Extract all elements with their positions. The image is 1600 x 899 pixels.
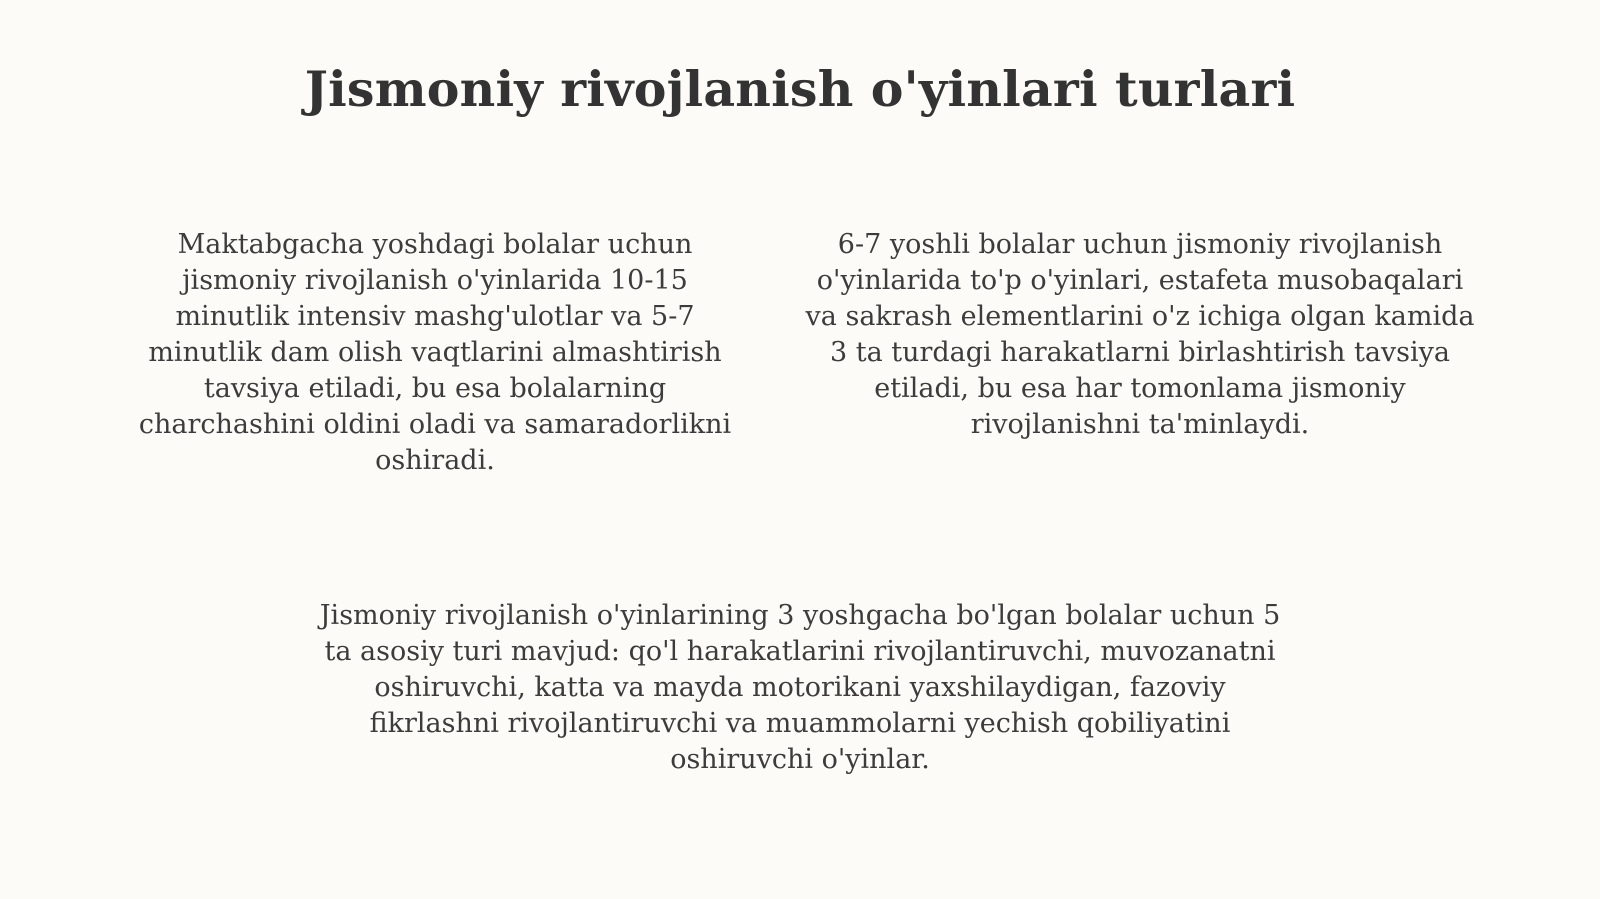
right-paragraph: 6-7 yoshli bolalar uchun jismoniy rivojlanish o'yinlarida to'p o'yinlari, estafeta musobaqalari va sakrash elementlarini o'z ichiga olgan kamida 3 ta turdagi harakatlarni birlashtirish tavsiya etiladi, bu esa har tomonlama jismoniy rivojlanishni ta'minlaydi. xyxy=(805,229,1475,440)
bottom-paragraph: Jismoniy rivojlanish o'yinlarining 3 yoshgacha bo'lgan bolalar uchun 5 ta asosiy turi mavjud: qo'l harakatlarini rivojlantiruvchi, muvozanatni oshiruvchi, katta va mayda motorikani yaxshilaydigan, fazoviy fikrlashni rivojlantiruvchi va muammolarni yechish qobiliyatini oshiruvchi o'yinlar. xyxy=(319,600,1281,775)
slide-title: Jismoniy rivojlanish o'yinlari turlari xyxy=(304,60,1296,118)
left-paragraph: Maktabgacha yoshdagi bolalar uchun jismoniy rivojlanish o'yinlarida 10-15 minutlik intensiv mashg'ulotlar va 5-7 minutlik dam olish vaqtlarini almashtirish tavsiya etiladi, bu esa bolalarning charchashini oldini oladi va samaradorlikni oshiradi. xyxy=(138,229,732,476)
